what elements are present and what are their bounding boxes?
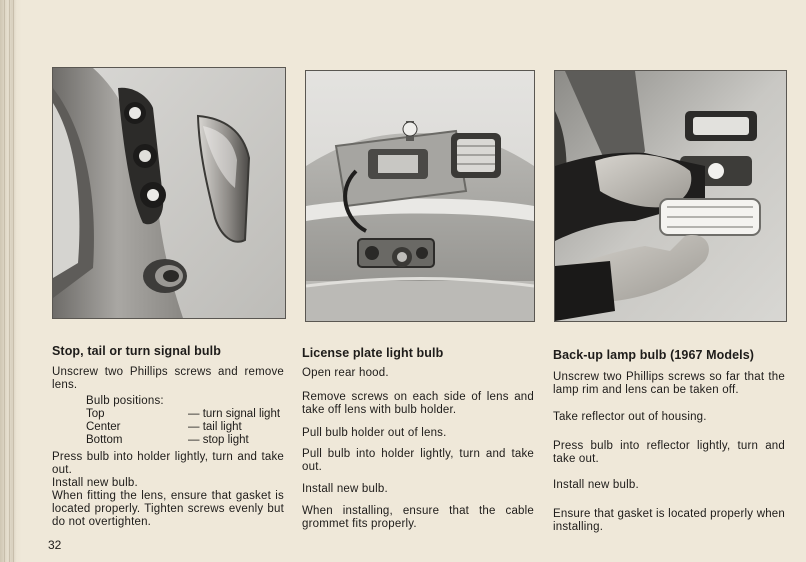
section-3-step: Install new bulb. [553,479,639,491]
page-binding-edge [0,0,22,562]
section-2-step: Remove screws on each side of lens and take off lens with bulb holder. [302,391,534,416]
back-up-lamp-photo [554,70,787,322]
section-1-step: When fitting the lens, ensure that gasket is located properly. Tighten screws evenly but do not overtighten. [52,490,284,528]
position-name: Center [86,421,121,433]
section-3-step: Press bulb into reflector lightly, turn and take out. [553,440,785,465]
section-2-step: Install new bulb. [302,483,388,495]
section-2-heading: License plate light bulb [302,346,444,360]
section-3-step: Ensure that gasket is located properly when installing. [553,508,785,533]
position-row-center [86,421,286,434]
tail-light-assembly-photo [52,67,286,319]
bulb-positions-table [86,408,286,447]
section-2-step: When installing, ensure that the cable grommet fits properly. [302,505,534,530]
license-plate-light-photo [305,70,535,322]
section-1-step: Press bulb into holder lightly, turn and take out. [52,451,284,476]
position-function: — stop light [188,434,249,446]
section-1-step: Install new bulb. [52,477,138,489]
position-function: — tail light [188,421,242,433]
page-number: 32 [48,538,62,552]
position-row-bottom [86,434,286,447]
position-name: Top [86,408,105,420]
position-name: Bottom [86,434,123,446]
section-3-heading: Back-up lamp bulb (1967 Models) [553,348,755,362]
section-2-step: Pull bulb holder out of lens. [302,427,447,439]
bulb-positions-label: Bulb positions: [86,395,164,407]
section-1-intro: Unscrew two Phillips screws and remove lens. [52,366,284,391]
position-function: — turn signal light [188,408,281,420]
section-3-step: Unscrew two Phillips screws so far that the lamp rim and lens can be taken off. [553,371,785,396]
section-3-step: Take reflector out of housing. [553,411,707,423]
section-2-step: Pull bulb into holder lightly, turn and take out. [302,448,534,473]
position-row-top [86,408,286,421]
section-2-step: Open rear hood. [302,367,389,379]
section-1-heading: Stop, tail or turn signal bulb [52,344,221,358]
